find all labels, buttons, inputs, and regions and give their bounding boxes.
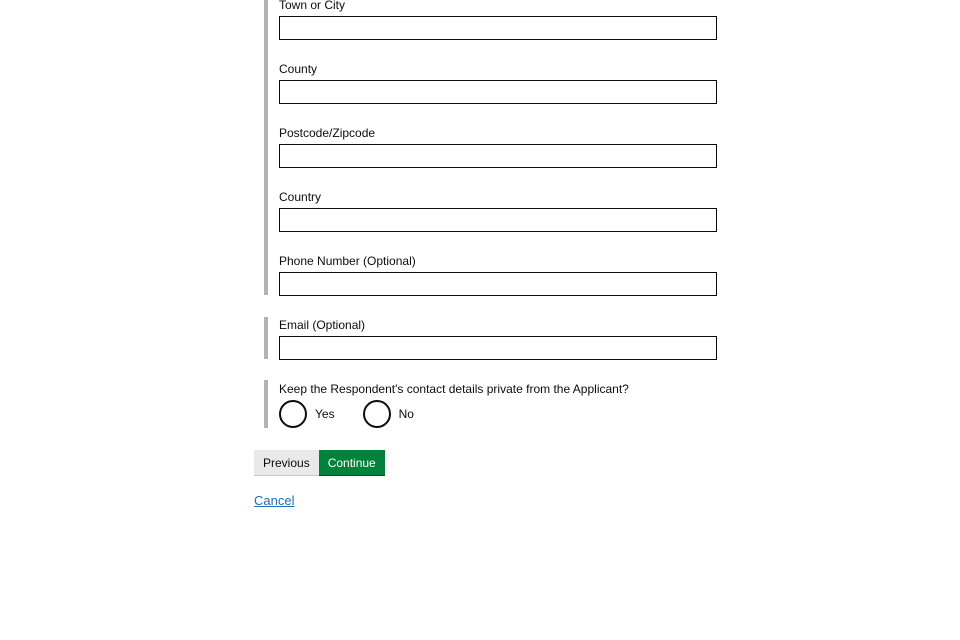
postcode-label: Postcode/Zipcode [279,126,376,140]
email-label: Email (Optional) [279,318,366,332]
country-input[interactable] [279,208,717,232]
privacy-radio-group [279,400,739,428]
phone-input[interactable] [279,272,717,296]
cancel-link[interactable]: Cancel [254,493,295,508]
email-input[interactable] [279,336,717,360]
phone-label: Phone Number (Optional) [279,254,416,268]
county-field [279,62,739,104]
email-group-border [264,317,268,359]
town-label: Town or City [279,0,346,12]
privacy-option-no[interactable] [363,400,414,428]
previous-button[interactable]: Previous [254,450,319,476]
privacy-field [279,382,739,428]
privacy-group-border [264,380,268,428]
email-field [279,318,739,360]
county-label: County [279,62,318,76]
radio-yes[interactable] [279,400,307,428]
country-label: Country [279,190,322,204]
continue-button[interactable]: Continue [319,450,385,476]
postcode-field [279,126,739,168]
radio-no[interactable] [363,400,391,428]
country-field [279,190,739,232]
radio-no-label: No [398,407,414,421]
phone-field [279,254,739,296]
form-actions [254,450,385,476]
privacy-option-yes[interactable] [279,400,335,428]
county-input[interactable] [279,80,717,104]
radio-yes-label: Yes [315,407,335,421]
town-field [279,0,739,40]
postcode-input[interactable] [279,144,717,168]
privacy-question: Keep the Respondent's contact details private from the Applicant? [279,382,629,396]
town-input[interactable] [279,16,717,40]
